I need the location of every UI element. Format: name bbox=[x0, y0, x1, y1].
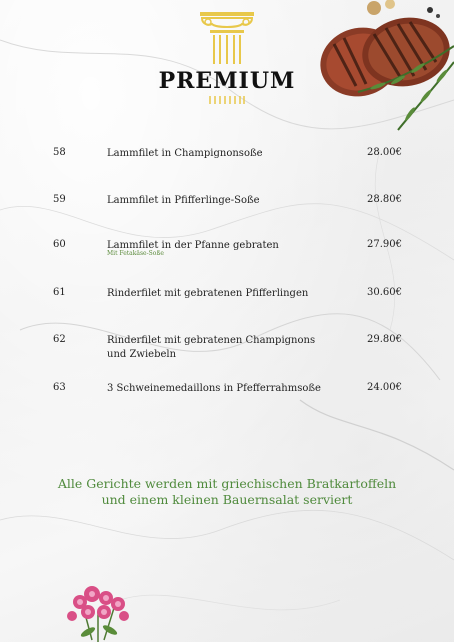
item-price: 30.60€ bbox=[367, 287, 402, 298]
item-name: Rinderfilet mit gebratenen Champignons und Zwiebeln bbox=[107, 335, 316, 360]
item-name: Lammfilet in Pfifferlinge-Soße bbox=[107, 195, 260, 206]
item-price: 24.00€ bbox=[367, 382, 402, 393]
item-name: 3 Schweinemedaillons in Pfefferrahmsoße bbox=[107, 383, 321, 394]
column-base-decoration bbox=[208, 96, 246, 104]
item-name: Rinderfilet mit gebratenen Pfifferlingen bbox=[107, 288, 309, 299]
footer-line-2: und einem kleinen Bauernsalat serviert bbox=[101, 492, 353, 507]
item-number: 63 bbox=[53, 382, 66, 393]
item-number: 59 bbox=[53, 194, 66, 205]
greek-column-icon bbox=[196, 8, 258, 70]
steak-image bbox=[318, 0, 454, 140]
item-name: Lammfilet in Champignonsoße bbox=[107, 148, 263, 159]
page-title: PREMIUM bbox=[158, 68, 296, 94]
item-name: Lammfilet in der Pfanne gebraten bbox=[107, 240, 279, 251]
item-number: 58 bbox=[53, 147, 66, 158]
item-price: 27.90€ bbox=[367, 239, 402, 250]
item-number: 60 bbox=[53, 239, 66, 250]
footer-note bbox=[0, 476, 454, 508]
footer-line-1: Alle Gerichte werden mit griechischen Bratkartoffeln bbox=[57, 476, 397, 491]
item-number: 61 bbox=[53, 287, 66, 298]
flower-image bbox=[62, 582, 134, 642]
item-price: 29.80€ bbox=[367, 334, 402, 345]
item-number: 62 bbox=[53, 334, 66, 345]
item-price: 28.00€ bbox=[367, 147, 402, 158]
item-note: Mit Fetakäse-Soße bbox=[107, 250, 164, 257]
item-price: 28.80€ bbox=[367, 194, 402, 205]
